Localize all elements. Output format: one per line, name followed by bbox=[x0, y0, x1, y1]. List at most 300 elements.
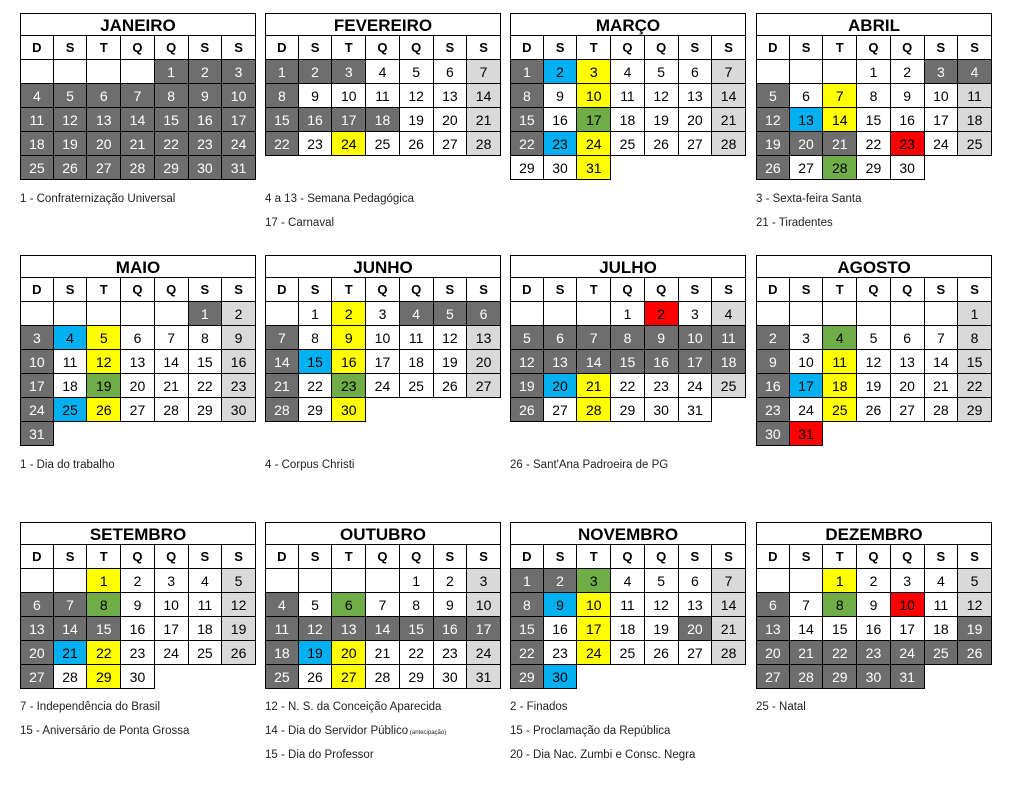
day-cell: 2 bbox=[332, 302, 366, 326]
day-cell: 3 bbox=[790, 326, 824, 350]
day-cell: 21 bbox=[712, 617, 746, 641]
day-cell: 4 bbox=[712, 302, 746, 326]
holiday-note bbox=[20, 700, 189, 724]
day-cell: 29 bbox=[87, 665, 121, 689]
day-cell: 2 bbox=[189, 60, 223, 84]
day-cell: 11 bbox=[611, 84, 645, 108]
day-cell: 29 bbox=[155, 156, 189, 180]
empty-cell bbox=[20, 60, 54, 84]
day-cell: 29 bbox=[400, 665, 434, 689]
weekday-header: D bbox=[756, 545, 790, 569]
day-cell: 31 bbox=[891, 665, 925, 689]
holiday-notes bbox=[510, 458, 668, 482]
day-cell: 28 bbox=[155, 398, 189, 422]
day-cell: 16 bbox=[332, 350, 366, 374]
day-cell: 17 bbox=[577, 617, 611, 641]
weekday-header: S bbox=[54, 36, 88, 60]
holiday-note bbox=[265, 458, 354, 482]
month-dezembro bbox=[756, 522, 992, 689]
day-cell: 13 bbox=[679, 84, 713, 108]
day-cell: 16 bbox=[434, 617, 468, 641]
month-title: MAIO bbox=[20, 255, 256, 278]
day-cell: 4 bbox=[823, 326, 857, 350]
day-cell: 18 bbox=[366, 108, 400, 132]
day-cell: 9 bbox=[857, 593, 891, 617]
day-cell: 10 bbox=[577, 84, 611, 108]
holiday-note-text: 1 - Dia do trabalho bbox=[20, 459, 115, 471]
day-cell: 21 bbox=[925, 374, 959, 398]
holiday-note bbox=[20, 458, 115, 482]
weekday-header: S bbox=[544, 278, 578, 302]
day-cell: 15 bbox=[189, 350, 223, 374]
day-cell: 14 bbox=[265, 350, 299, 374]
day-cell: 2 bbox=[645, 302, 679, 326]
day-cell: 2 bbox=[222, 302, 256, 326]
weekday-header: T bbox=[87, 278, 121, 302]
month-outubro bbox=[265, 522, 501, 689]
day-cell: 15 bbox=[299, 350, 333, 374]
weekday-header: S bbox=[712, 545, 746, 569]
day-cell: 10 bbox=[891, 593, 925, 617]
weekday-header: S bbox=[222, 278, 256, 302]
weekday-header: Q bbox=[645, 545, 679, 569]
month-title: NOVEMBRO bbox=[510, 522, 746, 545]
holiday-note bbox=[20, 192, 175, 216]
month-title: DEZEMBRO bbox=[756, 522, 992, 545]
day-cell: 21 bbox=[823, 132, 857, 156]
day-cell: 29 bbox=[510, 665, 544, 689]
day-cell: 27 bbox=[790, 156, 824, 180]
day-cell: 14 bbox=[366, 617, 400, 641]
holiday-note-small: (antecipação) bbox=[408, 730, 447, 736]
month-agosto bbox=[756, 255, 992, 446]
weekday-header: Q bbox=[400, 36, 434, 60]
day-cell: 19 bbox=[857, 374, 891, 398]
day-cell: 25 bbox=[611, 641, 645, 665]
weekday-header: T bbox=[823, 36, 857, 60]
day-grid bbox=[756, 36, 992, 180]
holiday-note-text: 2 - Finados bbox=[510, 701, 568, 713]
day-grid bbox=[510, 36, 746, 180]
weekday-header: S bbox=[467, 36, 501, 60]
day-cell: 25 bbox=[189, 641, 223, 665]
empty-cell bbox=[265, 569, 299, 593]
day-cell: 21 bbox=[790, 641, 824, 665]
weekday-header: T bbox=[332, 545, 366, 569]
holiday-note bbox=[756, 216, 861, 240]
holiday-note-text: 17 - Carnaval bbox=[265, 217, 335, 229]
day-cell: 20 bbox=[756, 641, 790, 665]
day-cell: 18 bbox=[54, 374, 88, 398]
day-cell: 29 bbox=[958, 398, 992, 422]
day-cell: 6 bbox=[20, 593, 54, 617]
weekday-header: Q bbox=[611, 545, 645, 569]
day-cell: 31 bbox=[20, 422, 54, 446]
day-cell: 2 bbox=[544, 60, 578, 84]
day-cell: 11 bbox=[189, 593, 223, 617]
day-cell: 16 bbox=[299, 108, 333, 132]
day-cell: 26 bbox=[645, 132, 679, 156]
day-cell: 15 bbox=[510, 108, 544, 132]
holiday-note bbox=[265, 192, 414, 216]
day-cell: 30 bbox=[891, 156, 925, 180]
holiday-note-text: 7 - Independência do Brasil bbox=[20, 701, 161, 713]
day-cell: 8 bbox=[857, 84, 891, 108]
day-cell: 2 bbox=[756, 326, 790, 350]
weekday-header: S bbox=[299, 545, 333, 569]
day-cell: 26 bbox=[857, 398, 891, 422]
day-cell: 30 bbox=[857, 665, 891, 689]
weekday-header: Q bbox=[155, 545, 189, 569]
day-cell: 26 bbox=[958, 641, 992, 665]
day-cell: 1 bbox=[299, 302, 333, 326]
day-cell: 5 bbox=[400, 60, 434, 84]
day-cell: 10 bbox=[577, 593, 611, 617]
day-cell: 12 bbox=[756, 108, 790, 132]
day-cell: 24 bbox=[467, 641, 501, 665]
holiday-note-text: 4 a 13 - Semana Pedagógica bbox=[265, 193, 414, 205]
day-cell: 18 bbox=[958, 108, 992, 132]
day-grid bbox=[20, 36, 256, 180]
day-cell: 25 bbox=[366, 132, 400, 156]
weekday-header: Q bbox=[891, 36, 925, 60]
day-cell: 17 bbox=[790, 374, 824, 398]
day-cell: 9 bbox=[645, 326, 679, 350]
day-cell: 1 bbox=[611, 302, 645, 326]
day-cell: 19 bbox=[299, 641, 333, 665]
weekday-header: Q bbox=[121, 278, 155, 302]
weekday-header: S bbox=[679, 545, 713, 569]
day-cell: 22 bbox=[857, 132, 891, 156]
empty-cell bbox=[299, 569, 333, 593]
day-cell: 24 bbox=[925, 132, 959, 156]
day-cell: 15 bbox=[857, 108, 891, 132]
empty-cell bbox=[20, 569, 54, 593]
weekday-header: S bbox=[54, 545, 88, 569]
weekday-header: Q bbox=[366, 545, 400, 569]
weekday-header: D bbox=[756, 278, 790, 302]
day-cell: 21 bbox=[712, 108, 746, 132]
day-cell: 14 bbox=[925, 350, 959, 374]
day-cell: 4 bbox=[366, 60, 400, 84]
holiday-note-text: 1 - Confraternização Universal bbox=[20, 193, 176, 205]
day-cell: 14 bbox=[712, 593, 746, 617]
day-cell: 25 bbox=[54, 398, 88, 422]
day-cell: 5 bbox=[299, 593, 333, 617]
weekday-header: Q bbox=[366, 36, 400, 60]
holiday-note bbox=[265, 724, 446, 748]
day-cell: 19 bbox=[54, 132, 88, 156]
day-cell: 13 bbox=[87, 108, 121, 132]
day-cell: 27 bbox=[891, 398, 925, 422]
day-cell: 17 bbox=[20, 374, 54, 398]
day-cell: 13 bbox=[434, 84, 468, 108]
day-cell: 5 bbox=[756, 84, 790, 108]
day-cell: 17 bbox=[577, 108, 611, 132]
month-title: FEVEREIRO bbox=[265, 13, 501, 36]
day-cell: 3 bbox=[577, 60, 611, 84]
day-cell: 5 bbox=[510, 326, 544, 350]
weekday-header: Q bbox=[857, 278, 891, 302]
weekday-header: D bbox=[265, 278, 299, 302]
day-cell: 17 bbox=[679, 350, 713, 374]
day-cell: 11 bbox=[712, 326, 746, 350]
weekday-header: S bbox=[189, 545, 223, 569]
day-cell: 8 bbox=[299, 326, 333, 350]
empty-cell bbox=[20, 302, 54, 326]
day-cell: 1 bbox=[265, 60, 299, 84]
day-cell: 31 bbox=[467, 665, 501, 689]
weekday-header: T bbox=[87, 545, 121, 569]
day-cell: 21 bbox=[54, 641, 88, 665]
day-cell: 8 bbox=[958, 326, 992, 350]
day-cell: 26 bbox=[434, 374, 468, 398]
holiday-notes bbox=[20, 458, 115, 482]
day-cell: 30 bbox=[544, 665, 578, 689]
empty-cell bbox=[87, 60, 121, 84]
day-cell: 22 bbox=[155, 132, 189, 156]
day-cell: 3 bbox=[332, 60, 366, 84]
month-junho bbox=[265, 255, 501, 422]
day-cell: 22 bbox=[510, 132, 544, 156]
day-cell: 7 bbox=[265, 326, 299, 350]
day-cell: 12 bbox=[857, 350, 891, 374]
holiday-note bbox=[510, 748, 695, 772]
day-cell: 30 bbox=[544, 156, 578, 180]
empty-cell bbox=[577, 302, 611, 326]
day-cell: 7 bbox=[712, 60, 746, 84]
day-cell: 28 bbox=[265, 398, 299, 422]
day-cell: 3 bbox=[467, 569, 501, 593]
weekday-header: S bbox=[679, 278, 713, 302]
weekday-header: T bbox=[332, 36, 366, 60]
holiday-note bbox=[265, 700, 446, 724]
weekday-header: S bbox=[222, 545, 256, 569]
day-cell: 14 bbox=[54, 617, 88, 641]
day-cell: 1 bbox=[400, 569, 434, 593]
day-cell: 4 bbox=[611, 60, 645, 84]
day-cell: 17 bbox=[155, 617, 189, 641]
day-cell: 20 bbox=[679, 108, 713, 132]
day-cell: 8 bbox=[265, 84, 299, 108]
day-cell: 6 bbox=[434, 60, 468, 84]
month-março bbox=[510, 13, 746, 180]
day-cell: 20 bbox=[891, 374, 925, 398]
day-cell: 1 bbox=[510, 569, 544, 593]
day-cell: 8 bbox=[400, 593, 434, 617]
day-cell: 23 bbox=[857, 641, 891, 665]
day-cell: 18 bbox=[20, 132, 54, 156]
day-cell: 29 bbox=[189, 398, 223, 422]
day-cell: 21 bbox=[265, 374, 299, 398]
day-cell: 3 bbox=[891, 569, 925, 593]
day-cell: 11 bbox=[611, 593, 645, 617]
day-cell: 12 bbox=[645, 84, 679, 108]
day-cell: 4 bbox=[925, 569, 959, 593]
day-cell: 11 bbox=[958, 84, 992, 108]
day-cell: 16 bbox=[544, 617, 578, 641]
weekday-header: S bbox=[958, 278, 992, 302]
weekday-header: T bbox=[577, 278, 611, 302]
day-cell: 1 bbox=[87, 569, 121, 593]
holiday-note-text: 4 - Corpus Christi bbox=[265, 459, 355, 471]
day-cell: 30 bbox=[434, 665, 468, 689]
empty-cell bbox=[332, 569, 366, 593]
day-cell: 8 bbox=[611, 326, 645, 350]
day-cell: 19 bbox=[958, 617, 992, 641]
day-cell: 4 bbox=[611, 569, 645, 593]
day-cell: 19 bbox=[87, 374, 121, 398]
empty-cell bbox=[925, 302, 959, 326]
day-cell: 23 bbox=[332, 374, 366, 398]
day-cell: 16 bbox=[544, 108, 578, 132]
day-cell: 10 bbox=[925, 84, 959, 108]
month-setembro bbox=[20, 522, 256, 689]
month-julho bbox=[510, 255, 746, 422]
day-cell: 22 bbox=[823, 641, 857, 665]
day-cell: 2 bbox=[857, 569, 891, 593]
day-cell: 1 bbox=[189, 302, 223, 326]
weekday-header: Q bbox=[611, 36, 645, 60]
day-cell: 7 bbox=[467, 60, 501, 84]
empty-cell bbox=[121, 302, 155, 326]
day-cell: 19 bbox=[756, 132, 790, 156]
day-cell: 25 bbox=[925, 641, 959, 665]
day-cell: 17 bbox=[222, 108, 256, 132]
day-cell: 26 bbox=[756, 156, 790, 180]
day-cell: 27 bbox=[121, 398, 155, 422]
holiday-notes bbox=[20, 700, 189, 748]
day-cell: 31 bbox=[577, 156, 611, 180]
day-grid bbox=[265, 36, 501, 156]
day-cell: 5 bbox=[857, 326, 891, 350]
empty-cell bbox=[544, 302, 578, 326]
holiday-note-text: 25 - Natal bbox=[756, 701, 806, 713]
weekday-header: Q bbox=[155, 278, 189, 302]
day-cell: 17 bbox=[366, 350, 400, 374]
weekday-header: S bbox=[679, 36, 713, 60]
day-cell: 18 bbox=[823, 374, 857, 398]
day-cell: 5 bbox=[645, 569, 679, 593]
holiday-notes bbox=[20, 192, 175, 216]
day-cell: 7 bbox=[121, 84, 155, 108]
day-cell: 10 bbox=[467, 593, 501, 617]
weekday-header: S bbox=[434, 278, 468, 302]
day-cell: 20 bbox=[679, 617, 713, 641]
day-cell: 9 bbox=[222, 326, 256, 350]
holiday-note-text: 21 - Tiradentes bbox=[756, 217, 833, 229]
day-cell: 28 bbox=[712, 641, 746, 665]
day-cell: 1 bbox=[510, 60, 544, 84]
empty-cell bbox=[87, 302, 121, 326]
day-cell: 21 bbox=[366, 641, 400, 665]
day-cell: 12 bbox=[299, 617, 333, 641]
day-cell: 31 bbox=[790, 422, 824, 446]
empty-cell bbox=[366, 569, 400, 593]
day-cell: 28 bbox=[823, 156, 857, 180]
day-cell: 25 bbox=[712, 374, 746, 398]
holiday-note bbox=[756, 192, 861, 216]
day-cell: 20 bbox=[20, 641, 54, 665]
month-novembro bbox=[510, 522, 746, 689]
day-cell: 2 bbox=[544, 569, 578, 593]
month-title: SETEMBRO bbox=[20, 522, 256, 545]
weekday-header: D bbox=[510, 545, 544, 569]
weekday-header: S bbox=[299, 278, 333, 302]
day-cell: 14 bbox=[121, 108, 155, 132]
day-cell: 19 bbox=[400, 108, 434, 132]
day-cell: 15 bbox=[265, 108, 299, 132]
day-cell: 17 bbox=[467, 617, 501, 641]
holiday-note bbox=[510, 724, 695, 748]
weekday-header: Q bbox=[121, 545, 155, 569]
day-cell: 20 bbox=[544, 374, 578, 398]
day-cell: 16 bbox=[891, 108, 925, 132]
day-cell: 2 bbox=[121, 569, 155, 593]
weekday-header: Q bbox=[891, 545, 925, 569]
weekday-header: S bbox=[790, 36, 824, 60]
day-cell: 20 bbox=[121, 374, 155, 398]
empty-cell bbox=[510, 302, 544, 326]
day-cell: 12 bbox=[958, 593, 992, 617]
empty-cell bbox=[54, 569, 88, 593]
day-cell: 23 bbox=[121, 641, 155, 665]
day-cell: 13 bbox=[544, 350, 578, 374]
day-cell: 30 bbox=[121, 665, 155, 689]
empty-cell bbox=[891, 302, 925, 326]
day-cell: 17 bbox=[925, 108, 959, 132]
day-cell: 6 bbox=[121, 326, 155, 350]
day-grid bbox=[756, 545, 992, 689]
empty-cell bbox=[155, 302, 189, 326]
day-cell: 22 bbox=[189, 374, 223, 398]
day-cell: 15 bbox=[958, 350, 992, 374]
empty-cell bbox=[790, 569, 824, 593]
day-grid bbox=[510, 278, 746, 422]
holiday-note-text: 20 - Dia Nac. Zumbi e Consc. Negra bbox=[510, 749, 696, 761]
empty-cell bbox=[265, 302, 299, 326]
day-cell: 25 bbox=[400, 374, 434, 398]
day-cell: 5 bbox=[54, 84, 88, 108]
day-grid bbox=[20, 278, 256, 446]
holiday-note-text: 26 - Sant'Ana Padroeira de PG bbox=[510, 459, 669, 471]
day-cell: 7 bbox=[155, 326, 189, 350]
day-cell: 18 bbox=[712, 350, 746, 374]
day-cell: 6 bbox=[544, 326, 578, 350]
day-cell: 16 bbox=[645, 350, 679, 374]
weekday-header: T bbox=[577, 545, 611, 569]
weekday-header: S bbox=[222, 36, 256, 60]
day-cell: 7 bbox=[823, 84, 857, 108]
day-cell: 4 bbox=[54, 326, 88, 350]
day-cell: 19 bbox=[222, 617, 256, 641]
weekday-header: S bbox=[958, 545, 992, 569]
day-cell: 4 bbox=[400, 302, 434, 326]
day-cell: 28 bbox=[577, 398, 611, 422]
month-title: AGOSTO bbox=[756, 255, 992, 278]
day-cell: 1 bbox=[823, 569, 857, 593]
empty-cell bbox=[756, 569, 790, 593]
day-cell: 9 bbox=[434, 593, 468, 617]
day-cell: 16 bbox=[857, 617, 891, 641]
month-title: JULHO bbox=[510, 255, 746, 278]
day-cell: 25 bbox=[611, 132, 645, 156]
weekday-header: Q bbox=[400, 545, 434, 569]
holiday-notes bbox=[265, 458, 354, 482]
day-grid bbox=[265, 545, 501, 689]
weekday-header: S bbox=[467, 545, 501, 569]
weekday-header: S bbox=[189, 278, 223, 302]
